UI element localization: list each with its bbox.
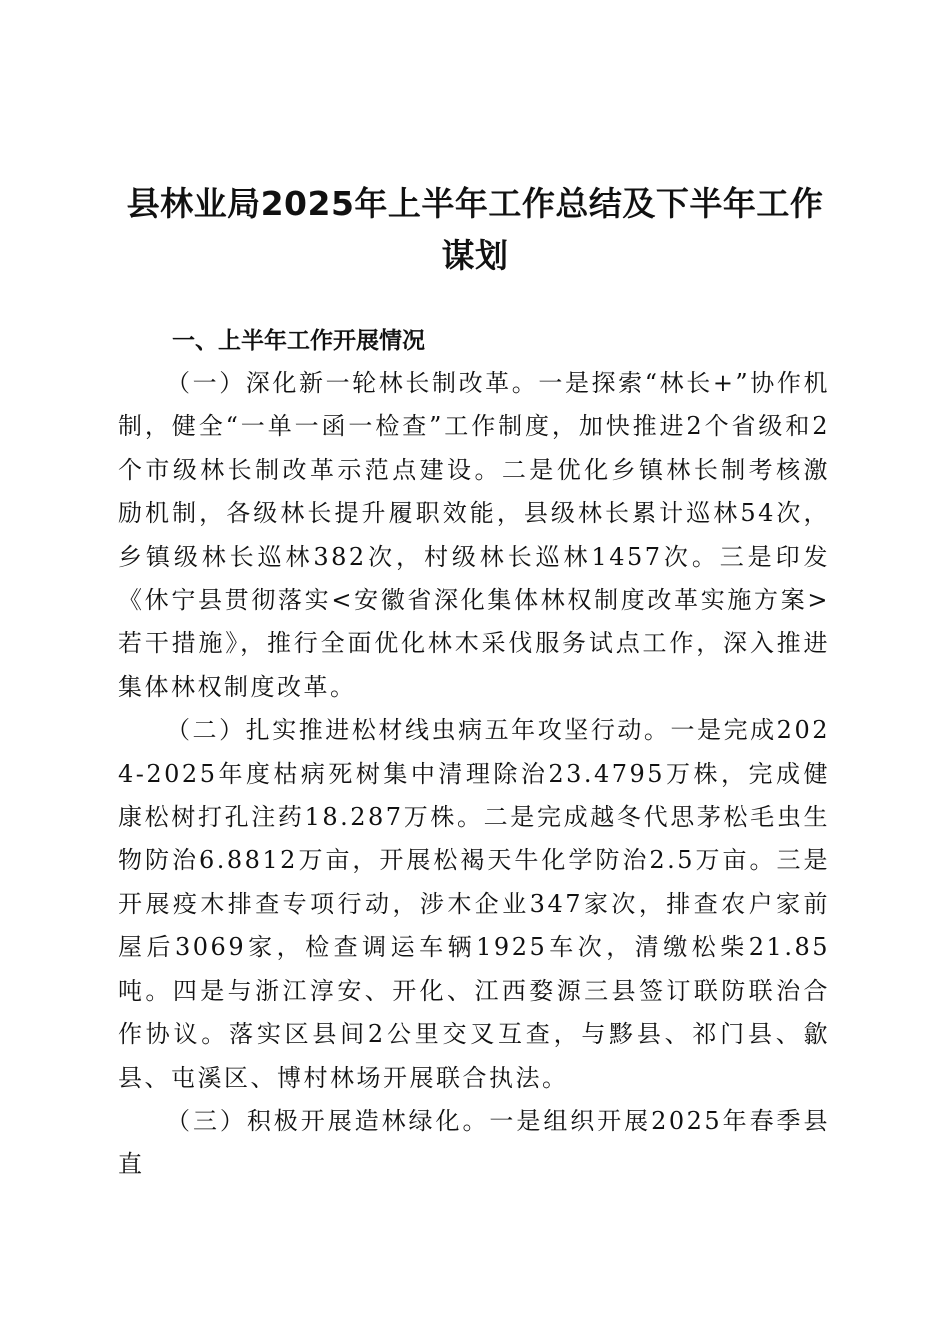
document-title: 县林业局2025年上半年工作总结及下半年工作谋划: [126, 184, 824, 275]
paragraph-pine-wilt-control: （二）扎实推进松材线虫病五年攻坚行动。一是完成2024-2025年度枯病死树集中清理除治23.4795万株，完成健康松树打孔注药18.287万株。二是完成越冬代思茅松毛虫生物防治6.8812万亩，开展松褐天牛化学防治2.5万亩。三是开展疫木排查专项行动，涉木企业347家次，排查农户家前屋后3069家，检查调运车辆1925车次，清缴松柴21.85吨。四是与浙江淳安、开化、江西婺源三县签订联防联治合作协议。落实区县间2公里交叉互查，与黟县、祁门县、歙县、屯溪区、博村林场开展联合执法。: [118, 716, 830, 1092]
document-body: [118, 320, 830, 1187]
paragraph-forest-chief-reform: （一）深化新一轮林长制改革。一是探索“林长+”协作机制，健全“一单一函一检查”工作制度，加快推进2个省级和2个市级林长制改革示范点建设。二是优化乡镇林长制考核激励机制，各级林长提升履职效能，县级林长累计巡林54次，乡镇级林长巡林382次，村级林长巡林1457次。三是印发《休宁县贯彻落实<安徽省深化集体林权制度改革实施方案>若干措施》，推行全面优化林木采伐服务试点工作，深入推进集体林权制度改革。: [118, 369, 830, 701]
paragraph-afforestation: （三）积极开展造林绿化。一是组织开展2025年春季县直: [118, 1106, 830, 1179]
section-heading: 一、上半年工作开展情况: [172, 328, 425, 354]
